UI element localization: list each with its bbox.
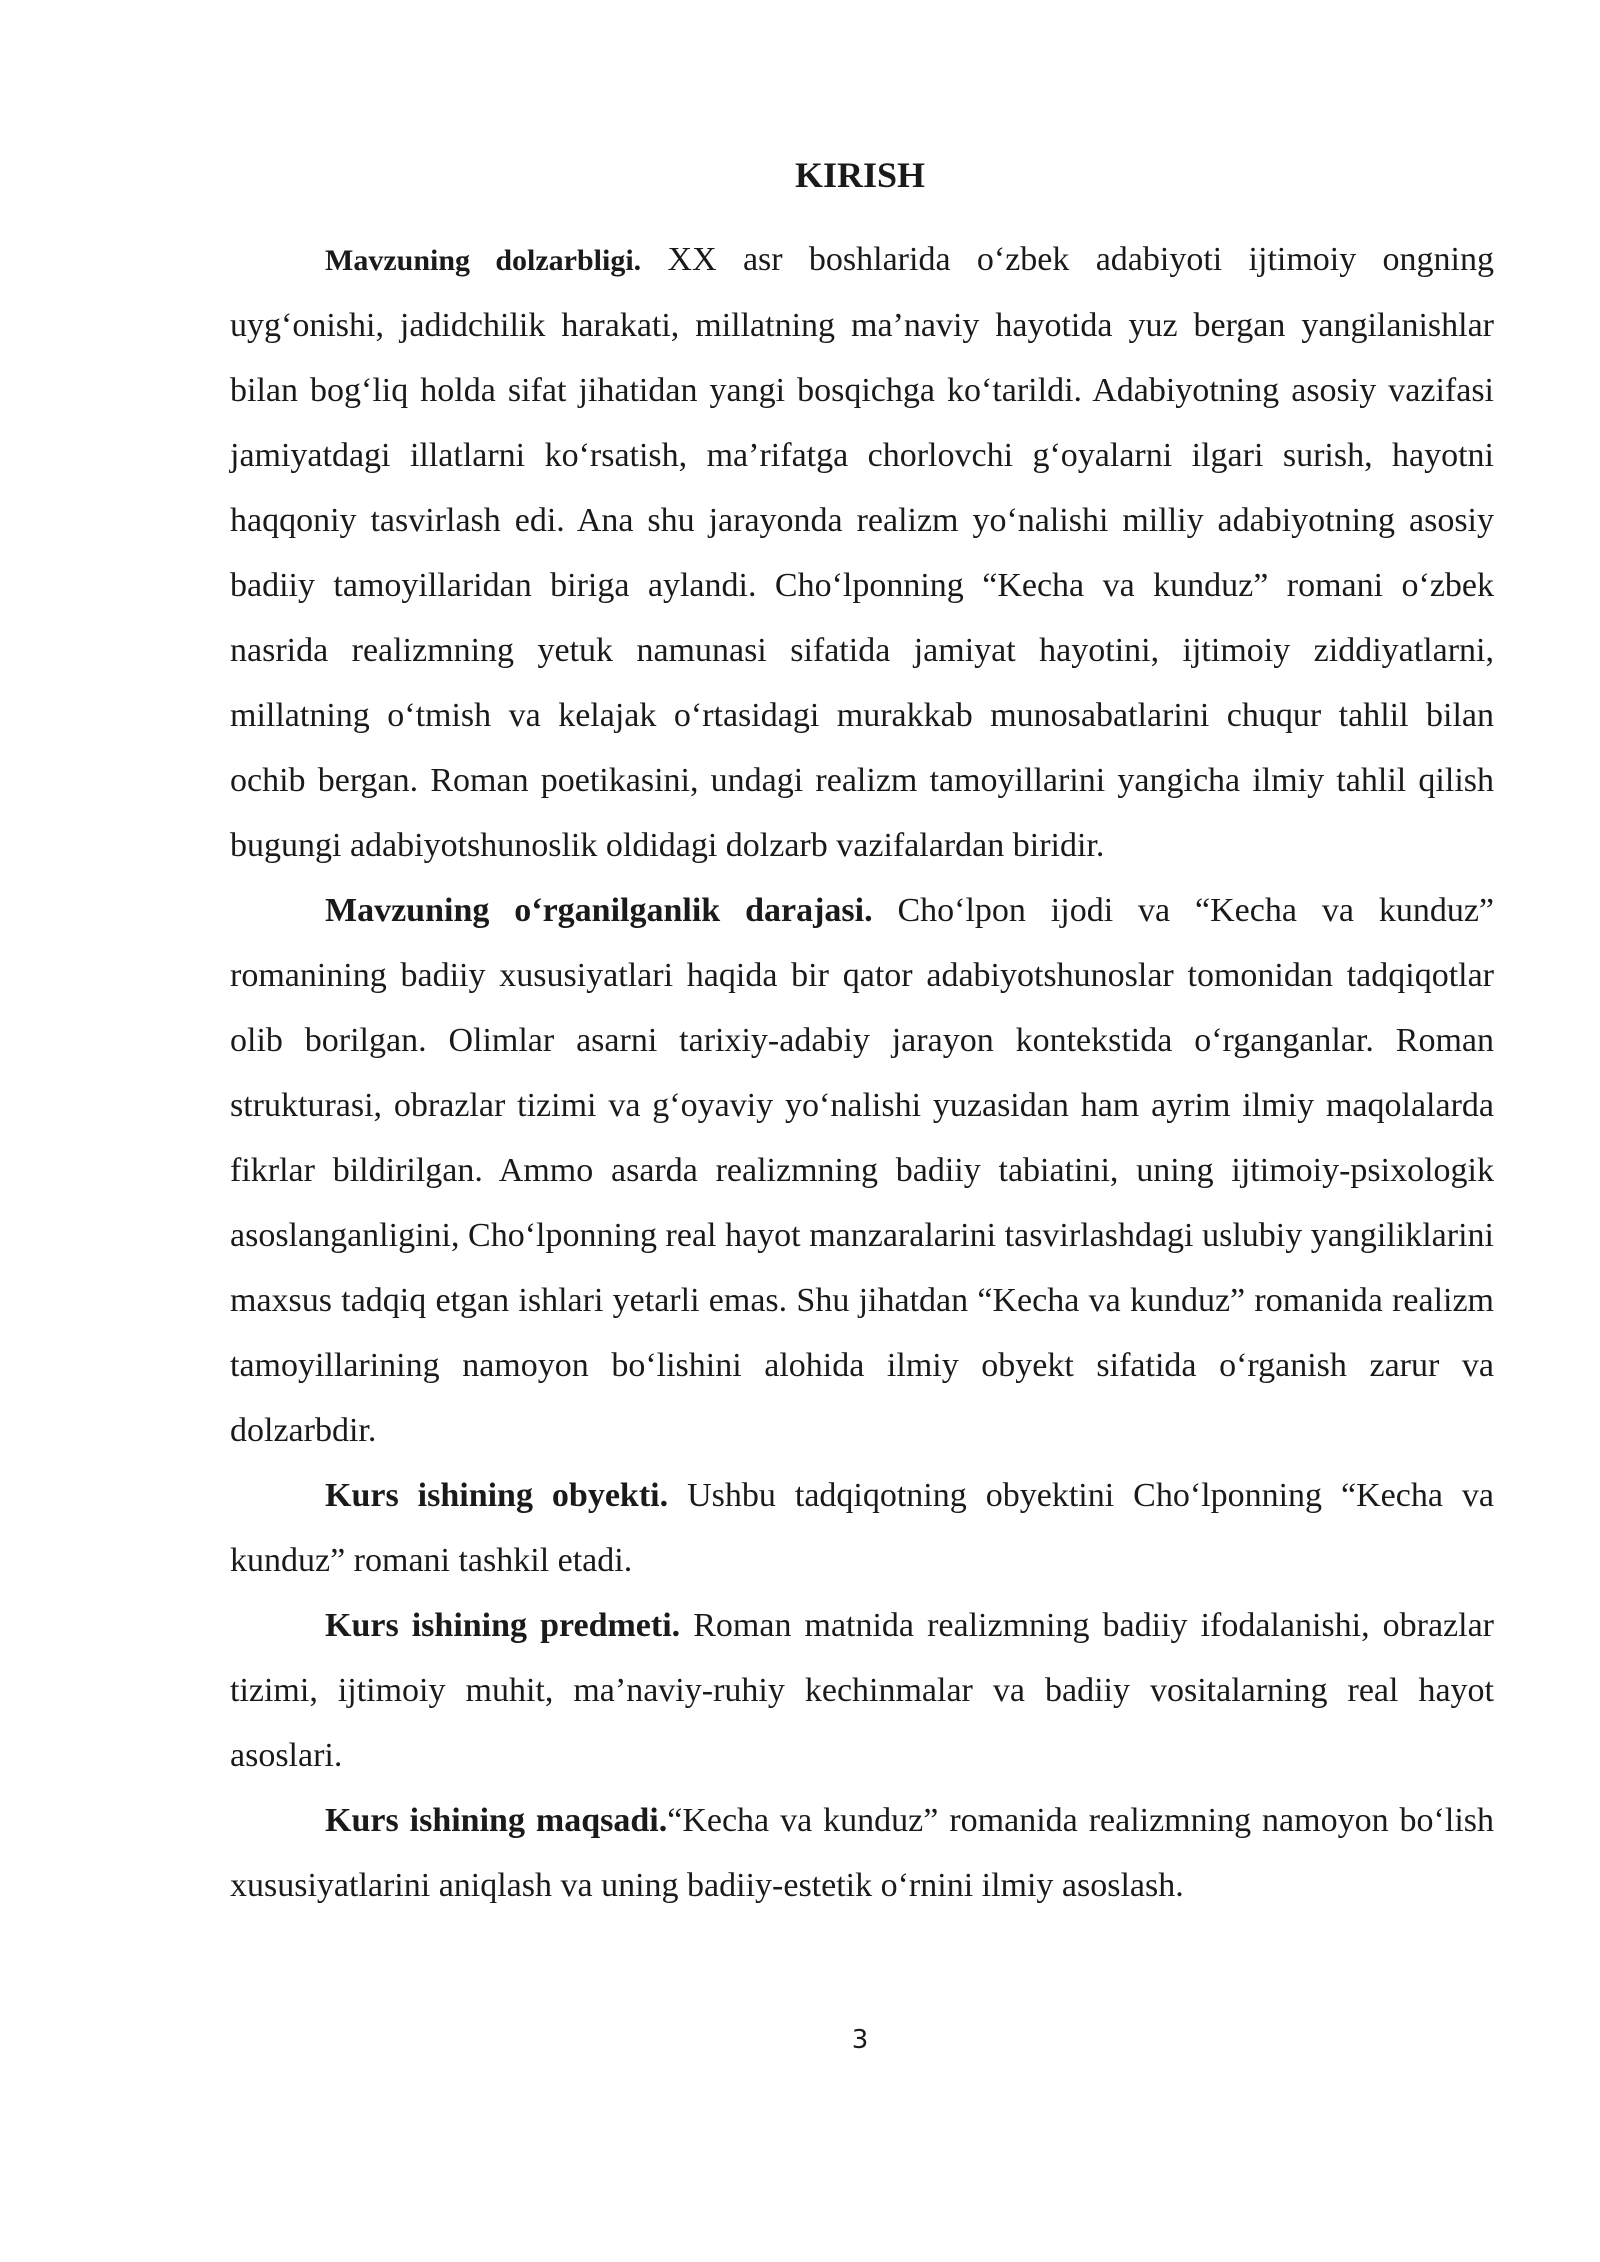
- paragraph-heading: Kurs ishining maqsadi.: [325, 1802, 668, 1839]
- document-body: [230, 227, 1494, 1918]
- paragraph-heading: Mavzuning dolzarbligi.: [325, 244, 642, 277]
- paragraph-heading: Kurs ishining obyekti.: [325, 1477, 669, 1514]
- paragraph-heading: Kurs ishining predmeti.: [325, 1607, 681, 1644]
- paragraph-relevance: [230, 227, 1494, 878]
- paragraph-text: Roman matnida realizmning badiiy ifodalanishi, obrazlar tizimi, ijtimoiy muhit, ma’naviy-ruhiy kechinmalar va badiiy vositalarning real hayot asoslari.: [230, 1607, 1495, 1774]
- paragraph-text: Ushbu tadqiqotning obyektini Cho‘lponning “Kecha va kunduz” romani tashkil etadi.: [230, 1477, 1494, 1579]
- page-title: KIRISH: [794, 155, 926, 195]
- paragraph-text: XX asr boshlarida o‘zbek adabiyoti ijtimoiy ongning uyg‘onishi, jadidchilik harakati, millatning ma’naviy hayotida yuz bergan yangilanishlar bilan bog‘liq holda sifat jihatidan yangi bosqichga ko‘tarildi. Adabiyotning asosiy vazifasi jamiyatdagi illatlarni ko‘rsatish, ma’rifatga chorlovchi g‘oyalarni ilgari surish, hayotni haqqoniy tasvirlash edi. Ana shu jarayonda realizm yo‘nalishi milliy adabiyotning asosiy badiiy tamoyillaridan biriga aylandi. Cho‘lponning “Kecha va kunduz” romani o‘zbek nasrida realizmning yetuk namunasi sifatida jamiyat hayotini, ijtimoiy ziddiyatlarni, millatning o‘tmish va kelajak o‘rtasidagi murakkab munosabatlarini chuqur tahlil bilan ochib bergan. Roman poetikasini, undagi realizm tamoyillarini yangicha ilmiy tahlil qilish bugungi adabiyotshunoslik oldidagi dolzarb vazifalardan biridir.: [230, 241, 1494, 864]
- paragraph-goal: [230, 1788, 1494, 1918]
- paragraph-research-degree: [230, 878, 1494, 1463]
- paragraph-object: [230, 1463, 1494, 1593]
- paragraph-text: Cho‘lpon ijodi va “Kecha va kunduz” romanining badiiy xususiyatlari haqida bir qator adabiyotshunoslar tomonidan tadqiqotlar olib borilgan. Olimlar asarni tarixiy-adabiy jarayon kontekstida o‘rganganlar. Roman strukturasi, obrazlar tizimi va g‘oyaviy yo‘nalishi yuzasidan ham ayrim ilmiy maqolalarda fikrlar bildirilgan. Ammo asarda realizmning badiiy tabiatini, uning ijtimoiy-psixologik asoslanganligini, Cho‘lponning real hayot manzaralarini tasvirlashdagi uslubiy yangiliklarini maxsus tadqiq etgan ishlari yetarli emas. Shu jihatdan “Kecha va kunduz” romanida realizm tamoyillarining namoyon bo‘lishini alohida ilmiy obyekt sifatida o‘rganish zarur va dolzarbdir.: [230, 892, 1494, 1449]
- paragraph-text: “Kecha va kunduz” romanida realizmning namoyon bo‘lish xususiyatlarini aniqlash va uning badiiy-estetik o‘rnini ilmiy asoslash.: [230, 1802, 1494, 1904]
- paragraph-heading: Mavzuning o‘rganilganlik darajasi.: [325, 892, 873, 929]
- paragraph-subject: [230, 1593, 1494, 1788]
- page-number: 3: [851, 2025, 869, 2055]
